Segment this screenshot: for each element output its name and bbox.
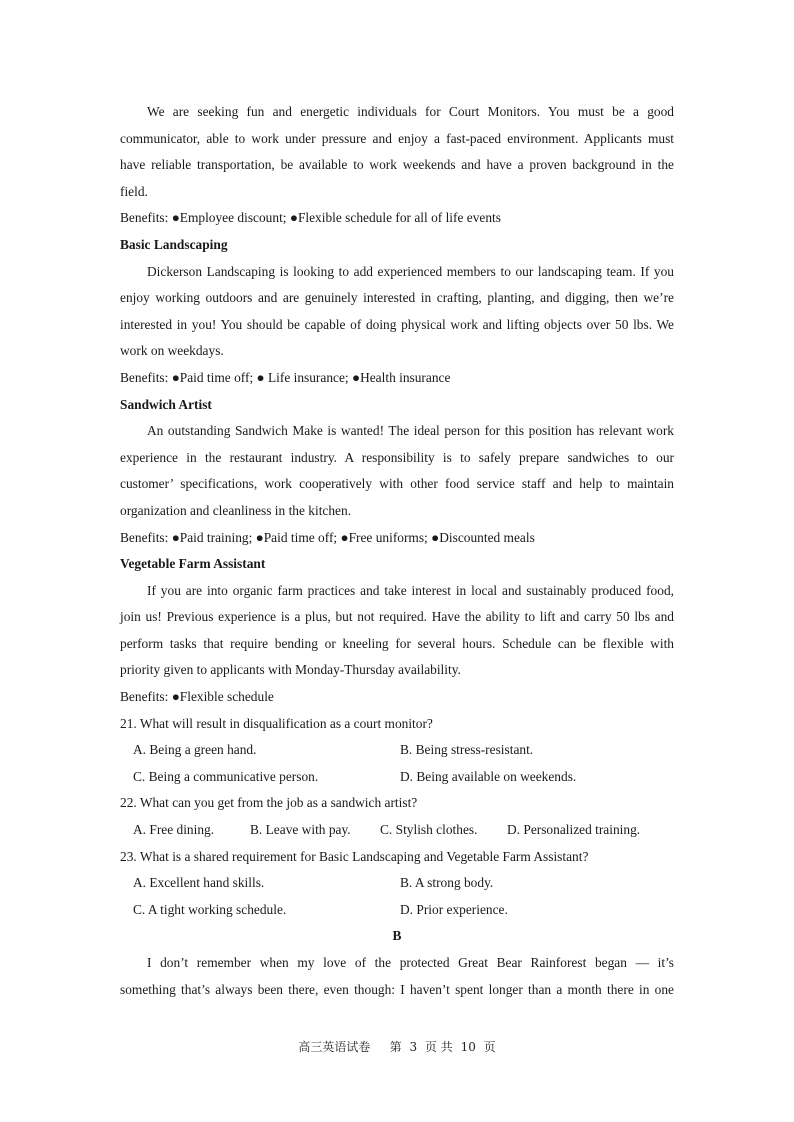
paragraph-line: field. [120,183,148,199]
question-stem: 21. What will result in disqualification as a court monitor? [120,715,433,731]
benefits-line: Benefits: ●Paid time off; ● Life insurance; ●Health insurance [120,369,451,385]
option-d: D. Prior experience. [400,901,508,917]
option-c: C. Stylish clothes. [380,822,478,838]
paragraph-line: priority given to applicants with Monday-Thursday availability. [120,662,461,678]
paragraph-line: organization and cleanliness in the kitchen. [120,502,352,518]
benefits-line: Benefits: ●Flexible schedule [120,689,274,705]
options-row [120,870,674,897]
option-c: C. Being a communicative person. [133,768,319,784]
option-a: A. Being a green hand. [133,742,257,758]
footer-page-prefix: 第 [389,1040,402,1054]
paragraph-line: experience in the restaurant industry. A responsibility is to safely prepare sandwiches to our [120,449,674,465]
paragraph-line: enjoy working outdoors and are genuinely interested in crafting, planting, and digging, then we’re [120,290,674,306]
option-b: B. Being stress-resistant. [400,742,534,758]
section-heading: Sandwich Artist [120,396,212,412]
footer-page-total: 10 [460,1040,476,1054]
footer-page-number: 3 [409,1040,418,1054]
question-22 [120,790,674,843]
options-row [120,737,674,764]
options-row [120,764,674,791]
paragraph-line: Dickerson Landscaping is looking to add experienced members to our landscaping team. If you [147,263,674,279]
paragraph-line: join us! Previous experience is a plus, but not required. Have the ability to lift and carry 50 lbs and [120,609,674,625]
page-content [120,99,674,1003]
paragraph-line: something that’s always been there, even though: I haven’t spent longer than a month there in one [120,981,674,997]
footer-page-mid: 页 共 [424,1040,453,1054]
section-b [120,923,674,1003]
option-a: A. Excellent hand skills. [133,875,265,891]
paragraph-line: I don’t remember when my love of the protected Great Bear Rainforest began — it’s [147,955,674,970]
footer-page-suffix: 页 [483,1040,496,1054]
farm-section [120,551,674,711]
paragraph-line: have reliable transportation, be available to work weekends and have a proven background in the [120,157,674,173]
options-row [120,817,674,844]
page-footer [0,1036,794,1058]
option-d: D. Personalized training. [507,822,641,838]
option-a: A. Free dining. [133,822,215,838]
section-heading: Basic Landscaping [120,236,228,252]
paragraph-line: work on weekdays. [120,343,224,359]
option-b: B. Leave with pay. [250,822,351,838]
question-stem: 23. What is a shared requirement for Basic Landscaping and Vegetable Farm Assistant? [120,848,589,864]
landscaping-section [120,232,674,392]
question-21 [120,711,674,791]
option-b: B. A strong body. [400,875,494,891]
paragraph-line: We are seeking fun and energetic individuals for Court Monitors. You must be a good [147,104,674,119]
paragraph-line: customer’ specifications, work cooperatively with other food service staff and help to maintain [120,476,674,492]
paragraph-line: communicator, able to work under pressure and enjoy a fast-paced environment. Applicants must [120,130,674,146]
court-monitor-section [120,99,674,232]
benefits-line: Benefits: ●Employee discount; ●Flexible schedule for all of life events [120,210,501,226]
question-23 [120,844,674,924]
option-c: C. A tight working schedule. [133,901,287,917]
sandwich-section [120,392,674,552]
option-d: D. Being available on weekends. [400,768,577,784]
paragraph-line: perform tasks that require bending or kneeling for several hours. Schedule can be flexible with [120,635,674,651]
paragraph-line: If you are into organic farm practices and take interest in local and sustainably produced food, [147,582,674,598]
paragraph-line: An outstanding Sandwich Make is wanted! The ideal person for this position has relevant work [147,423,674,439]
benefits-line: Benefits: ●Paid training; ●Paid time off; ●Free uniforms; ●Discounted meals [120,529,535,545]
footer-title: 高三英语试卷 [298,1040,371,1054]
paragraph-line: interested in you! You should be capable of doing physical work and lifting objects over 50 lbs. We [120,316,674,332]
section-heading: Vegetable Farm Assistant [120,556,266,572]
section-label: B [392,928,402,944]
options-row [120,897,674,924]
question-stem: 22. What can you get from the job as a sandwich artist? [120,795,418,811]
